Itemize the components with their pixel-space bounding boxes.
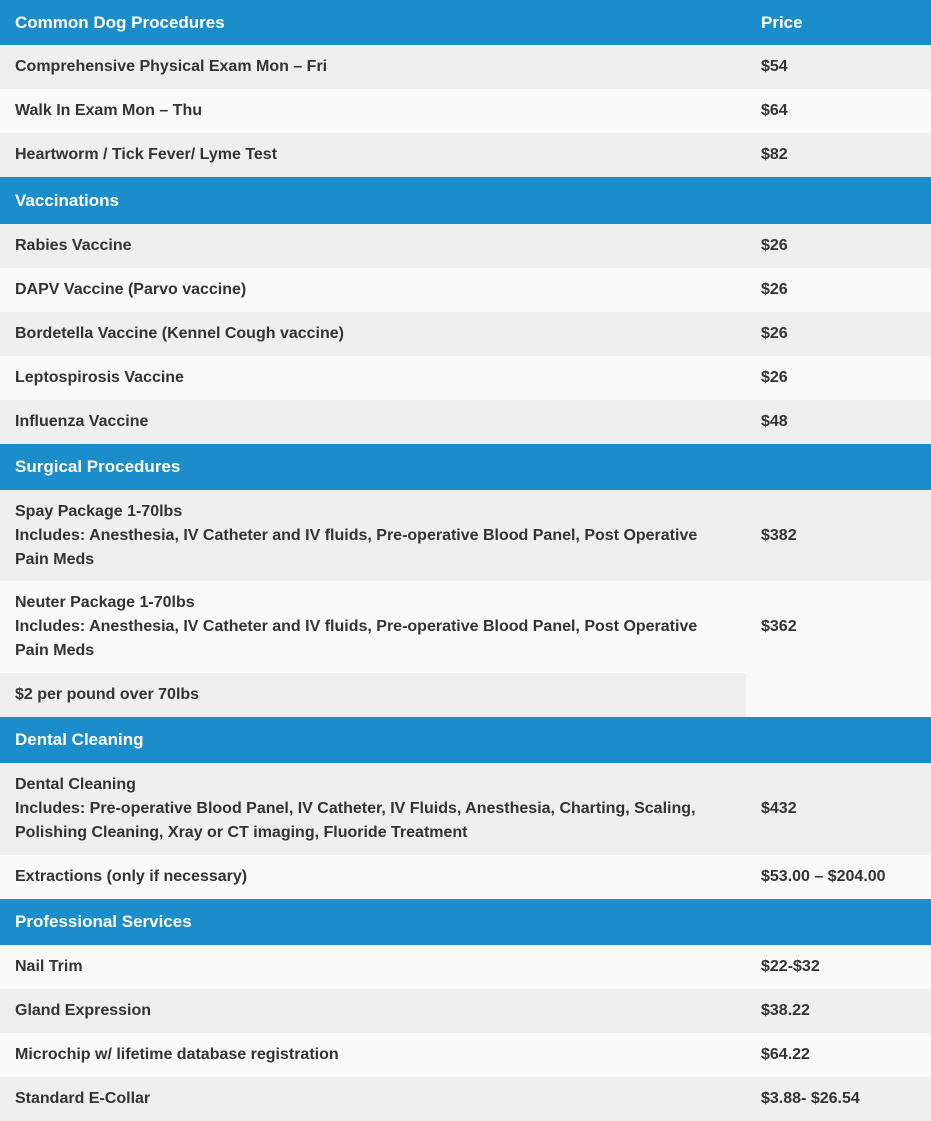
procedure-price: $82	[746, 133, 931, 177]
section-header-vaccinations	[0, 177, 931, 224]
table-row	[0, 356, 931, 400]
table-row	[0, 581, 931, 673]
procedure-price: $382	[746, 490, 931, 581]
table-row	[0, 945, 931, 989]
header-row	[0, 0, 931, 45]
section-title: Professional Services	[0, 899, 931, 945]
table-row	[0, 133, 931, 177]
pricing-note: $2 per pound over 70lbs	[0, 673, 746, 717]
price-column-header: Price	[746, 0, 931, 45]
procedure-price: $3.88- $26.54	[746, 1077, 931, 1121]
procedure-price: $26	[746, 312, 931, 356]
section-title-common: Common Dog Procedures	[0, 0, 746, 45]
procedure-name: Heartworm / Tick Fever/ Lyme Test	[0, 133, 746, 177]
table-row	[0, 1077, 931, 1121]
procedure-name: Standard E-Collar	[0, 1077, 746, 1121]
procedure-price: $362	[746, 581, 931, 717]
procedure-price: $48	[746, 400, 931, 444]
procedure-name: DAPV Vaccine (Parvo vaccine)	[0, 268, 746, 312]
procedure-name: Leptospirosis Vaccine	[0, 356, 746, 400]
section-title: Vaccinations	[0, 177, 931, 224]
table-row	[0, 45, 931, 89]
procedure-price: $26	[746, 356, 931, 400]
procedure-description	[0, 763, 746, 855]
procedure-name: Bordetella Vaccine (Kennel Cough vaccine)	[0, 312, 746, 356]
section-header-professional	[0, 899, 931, 945]
table-row	[0, 490, 931, 581]
section-header-surgical	[0, 444, 931, 490]
procedure-name: Extractions (only if necessary)	[0, 855, 746, 899]
procedure-name: Spay Package 1-70lbs	[15, 502, 183, 520]
table-row	[0, 400, 931, 444]
procedure-name: Comprehensive Physical Exam Mon – Fri	[0, 45, 746, 89]
procedure-price: $64.22	[746, 1033, 931, 1077]
section-title: Dental Cleaning	[0, 717, 931, 763]
procedure-price: $432	[746, 763, 931, 855]
procedure-name: Walk In Exam Mon – Thu	[0, 89, 746, 133]
procedure-price: $53.00 – $204.00	[746, 855, 931, 899]
procedure-includes: Includes: Pre-operative Blood Panel, IV Catheter, IV Fluids, Anesthesia, Charting, Scaling, Polishing Cleaning, Xray or CT imaging, Fluoride Treatment	[15, 800, 696, 841]
procedure-name: Gland Expression	[0, 989, 746, 1033]
procedure-name: Dental Cleaning	[15, 776, 136, 793]
section-header-dental	[0, 717, 931, 763]
table-row	[0, 312, 931, 356]
procedure-name: Neuter Package 1-70lbs	[15, 594, 195, 611]
procedure-price: $26	[746, 224, 931, 268]
table-row	[0, 763, 931, 855]
procedure-price: $26	[746, 268, 931, 312]
table-row	[0, 989, 931, 1033]
procedure-description	[0, 581, 746, 673]
procedure-includes: Includes: Anesthesia, IV Catheter and IV fluids, Pre-operative Blood Panel, Post Operative Pain Meds	[15, 526, 698, 568]
table-row	[0, 89, 931, 133]
section-title: Surgical Procedures	[0, 444, 931, 490]
table-row	[0, 1033, 931, 1077]
procedure-price: $38.22	[746, 989, 931, 1033]
procedure-price: $64	[746, 89, 931, 133]
procedure-name: Influenza Vaccine	[0, 400, 746, 444]
table-row	[0, 268, 931, 312]
procedure-price: $54	[746, 45, 931, 89]
procedure-name: Microchip w/ lifetime database registration	[0, 1033, 746, 1077]
table-row	[0, 855, 931, 899]
procedure-description	[0, 490, 746, 581]
procedure-includes: Includes: Anesthesia, IV Catheter and IV fluids, Pre-operative Blood Panel, Post Operative Pain Meds	[15, 618, 698, 659]
procedure-name: Rabies Vaccine	[0, 224, 746, 268]
procedure-price: $22-$32	[746, 945, 931, 989]
procedure-name: Nail Trim	[0, 945, 746, 989]
table-row	[0, 224, 931, 268]
